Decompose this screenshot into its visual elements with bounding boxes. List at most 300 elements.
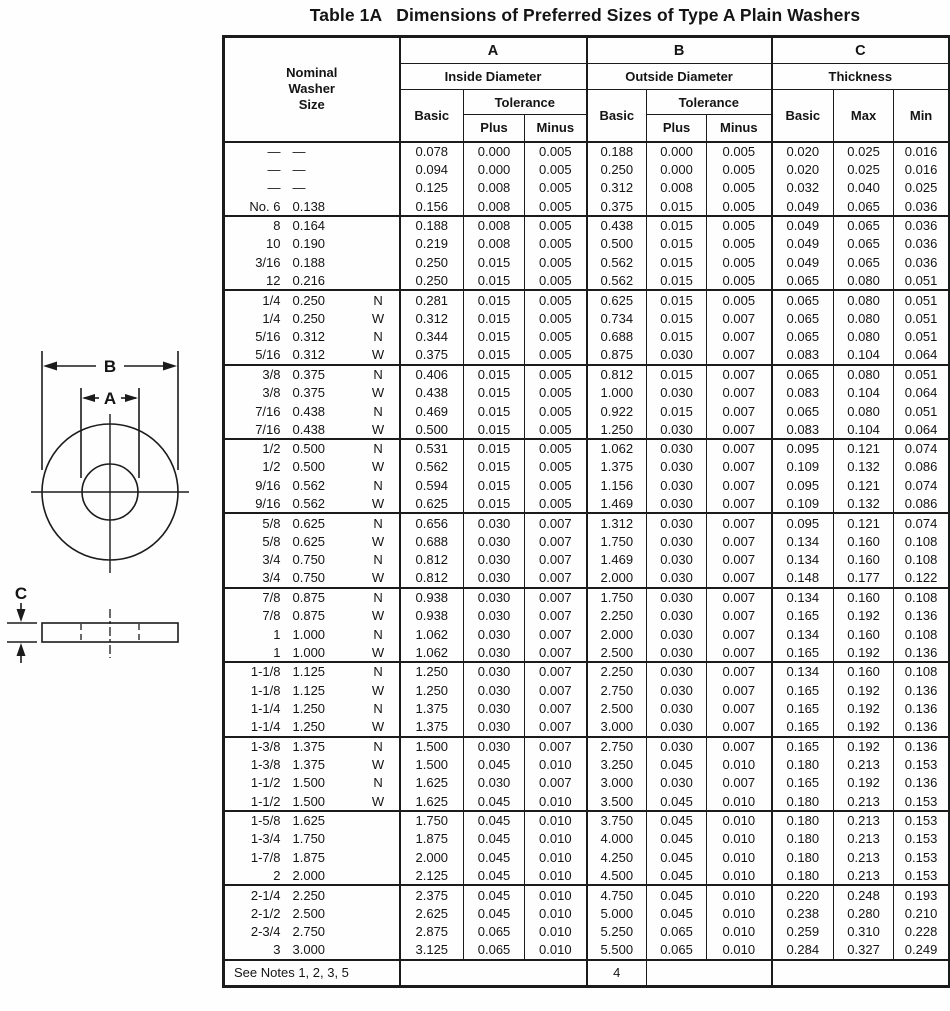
thickness-basic-cell: 0.134 [772, 662, 834, 681]
nominal-size-cell: — [267, 143, 281, 159]
inside-basic-cell: 1.875 [400, 829, 464, 848]
outside-basic-cell: 3.000 [587, 774, 647, 793]
inside-minus-cell: 0.005 [525, 476, 587, 495]
table-row [224, 551, 950, 570]
inside-basic-cell: 0.078 [400, 142, 464, 161]
outside-plus-cell: 0.030 [647, 644, 707, 663]
inside-basic-cell: 0.156 [400, 197, 464, 216]
series-cell: N [358, 662, 400, 681]
inside-basic-cell: 1.500 [400, 737, 464, 756]
series-cell: N [358, 365, 400, 384]
table-header [224, 37, 950, 142]
outside-plus-cell: 0.030 [647, 569, 707, 588]
nominal-size-cell: 7/8 [262, 608, 281, 624]
outside-plus-cell: 0.015 [647, 309, 707, 328]
inside-basic-cell: 0.625 [400, 495, 464, 514]
outside-plus-cell: 0.045 [647, 885, 707, 904]
thickness-min-cell: 0.210 [894, 904, 950, 923]
nominal-size-cell: 1 [273, 626, 281, 642]
header-inside-plus: Plus [464, 115, 525, 142]
series-cell: N [373, 552, 383, 568]
table-container [222, 35, 950, 988]
nominal-size-cell: 3 [273, 942, 281, 958]
outside-plus-cell: 0.065 [647, 941, 707, 960]
nominal-decimal-cell: 0.190 [292, 236, 326, 252]
outside-basic-cell: 1.469 [587, 551, 647, 570]
nominal-decimal-cell: 0.375 [292, 385, 326, 401]
series-cell: W [371, 421, 385, 437]
washer-side-view [42, 609, 178, 658]
thickness-basic-cell: 0.049 [772, 253, 834, 272]
thickness-max-cell: 0.121 [834, 513, 894, 532]
outside-basic-cell: 0.812 [587, 365, 647, 384]
inside-basic-cell: 0.406 [400, 365, 464, 384]
inside-plus-cell: 0.045 [464, 904, 525, 923]
nominal-size-cell: 3/8 [224, 365, 286, 384]
outside-basic-cell: 0.922 [587, 402, 647, 421]
outside-minus-cell: 0.007 [707, 383, 772, 402]
nominal-decimal-cell: 0.438 [292, 403, 326, 419]
inside-plus-cell: 0.000 [464, 160, 525, 179]
table-row [224, 476, 950, 495]
table-row [224, 402, 950, 421]
outside-minus-cell: 0.007 [707, 476, 772, 495]
thickness-max-cell: 0.080 [834, 309, 894, 328]
thickness-min-cell: 0.153 [894, 792, 950, 811]
inside-basic-cell: 0.688 [400, 532, 464, 551]
inside-plus-cell: 0.045 [464, 811, 525, 830]
header-thickness-basic: Basic [772, 90, 834, 142]
thickness-basic-cell: 0.109 [772, 495, 834, 514]
inside-plus-cell: 0.030 [464, 588, 525, 607]
thickness-max-cell: 0.025 [834, 142, 894, 161]
washer-top-view [31, 414, 189, 573]
outside-minus-cell: 0.007 [707, 699, 772, 718]
inside-plus-cell: 0.000 [464, 142, 525, 161]
inside-basic-cell: 0.094 [400, 160, 464, 179]
thickness-min-cell: 0.108 [894, 588, 950, 607]
nominal-size-cell: 1-1/2 [250, 775, 281, 791]
nominal-decimal-cell: 2.000 [292, 867, 326, 883]
thickness-basic-cell: 0.134 [772, 551, 834, 570]
nominal-decimal-cell: 0.562 [292, 477, 326, 493]
inside-plus-cell: 0.015 [464, 290, 525, 309]
outside-plus-cell: 0.030 [647, 476, 707, 495]
inside-minus-cell: 0.005 [525, 272, 587, 291]
outside-plus-cell: 0.030 [647, 439, 707, 458]
outside-plus-cell: 0.045 [647, 792, 707, 811]
outside-plus-cell: 0.008 [647, 179, 707, 198]
inside-minus-cell: 0.007 [525, 644, 587, 663]
nominal-decimal-cell: 0.312 [292, 329, 326, 345]
outside-basic-cell: 0.438 [587, 216, 647, 235]
nominal-decimal-cell: 2.750 [292, 924, 326, 940]
thickness-basic-cell: 0.083 [772, 346, 834, 365]
thickness-max-cell: 0.248 [834, 885, 894, 904]
inside-minus-cell: 0.007 [525, 662, 587, 681]
header-inside-basic: Basic [400, 90, 464, 142]
thickness-basic-cell: 0.095 [772, 476, 834, 495]
series-cell [358, 904, 400, 923]
thickness-min-cell: 0.108 [894, 532, 950, 551]
nominal-decimal-cell: — [292, 180, 306, 196]
inside-basic-cell: 0.594 [400, 476, 464, 495]
outside-plus-cell: 0.015 [647, 216, 707, 235]
nominal-size-cell: 1-3/8 [224, 737, 286, 756]
header-section-a: A [400, 37, 587, 64]
nominal-decimal-cell: 1.125 [286, 662, 358, 681]
series-cell: W [371, 644, 385, 660]
inside-minus-cell: 0.007 [525, 588, 587, 607]
header-inside-tolerance: Tolerance [464, 90, 587, 115]
table-row [224, 644, 950, 663]
table-row [224, 290, 950, 309]
inside-minus-cell: 0.005 [525, 495, 587, 514]
thickness-min-cell: 0.036 [894, 197, 950, 216]
thickness-max-cell: 0.192 [834, 606, 894, 625]
outside-basic-cell: 4.250 [587, 848, 647, 867]
series-cell [358, 179, 400, 198]
thickness-basic-cell: 0.134 [772, 625, 834, 644]
washer-dimensions-table [222, 35, 950, 988]
header-outside-minus: Minus [707, 115, 772, 142]
thickness-min-cell: 0.153 [894, 848, 950, 867]
nominal-decimal-cell: 0.625 [286, 513, 358, 532]
table-row [224, 737, 950, 756]
header-outside-basic: Basic [587, 90, 647, 142]
outside-basic-cell: 5.000 [587, 904, 647, 923]
thickness-max-cell: 0.213 [834, 829, 894, 848]
inside-basic-cell: 0.812 [400, 551, 464, 570]
table-row [224, 625, 950, 644]
table-number: Table 1A [309, 5, 383, 25]
thickness-basic-cell: 0.165 [772, 718, 834, 737]
inside-minus-cell: 0.010 [525, 792, 587, 811]
inside-minus-cell: 0.005 [525, 458, 587, 477]
inside-plus-cell: 0.065 [464, 922, 525, 941]
footer-outside-tolerance-empty [647, 960, 772, 987]
nominal-size-cell: — [267, 180, 281, 196]
outside-plus-cell: 0.015 [647, 402, 707, 421]
inside-basic-cell: 1.250 [400, 681, 464, 700]
series-cell: W [371, 310, 385, 326]
thickness-max-cell: 0.160 [834, 662, 894, 681]
nominal-size-cell: 3/4 [262, 552, 281, 568]
footer-inside-empty [400, 960, 587, 987]
inside-minus-cell: 0.005 [525, 253, 587, 272]
b-arrowhead-right [163, 362, 177, 371]
table-row [224, 532, 950, 551]
series-cell: W [371, 756, 385, 772]
outside-minus-cell: 0.010 [707, 885, 772, 904]
thickness-max-cell: 0.160 [834, 532, 894, 551]
outside-basic-cell: 4.750 [587, 885, 647, 904]
nominal-decimal-cell: 0.312 [292, 347, 326, 363]
nominal-decimal-cell: 3.000 [292, 942, 326, 958]
nominal-size-cell: 10 [266, 236, 281, 252]
outside-basic-cell: 0.562 [587, 272, 647, 291]
nominal-size-cell: 5/16 [255, 329, 281, 345]
thickness-max-cell: 0.327 [834, 941, 894, 960]
series-cell: N [373, 775, 383, 791]
inside-minus-cell: 0.007 [525, 625, 587, 644]
thickness-max-cell: 0.104 [834, 383, 894, 402]
outside-minus-cell: 0.007 [707, 327, 772, 346]
inside-basic-cell: 0.438 [400, 383, 464, 402]
outside-basic-cell: 2.500 [587, 699, 647, 718]
outside-minus-cell: 0.005 [707, 142, 772, 161]
thickness-max-cell: 0.192 [834, 681, 894, 700]
outside-minus-cell: 0.007 [707, 402, 772, 421]
thickness-max-cell: 0.065 [834, 197, 894, 216]
thickness-basic-cell: 0.020 [772, 160, 834, 179]
table-row [224, 216, 950, 235]
inside-basic-cell: 2.125 [400, 867, 464, 886]
table-row [224, 346, 950, 365]
inside-minus-cell: 0.005 [525, 179, 587, 198]
inside-minus-cell: 0.007 [525, 718, 587, 737]
nominal-decimal-cell: 2.250 [286, 885, 358, 904]
inside-plus-cell: 0.015 [464, 439, 525, 458]
outside-plus-cell: 0.030 [647, 495, 707, 514]
nominal-size-cell: 1-3/8 [250, 756, 281, 772]
header-thickness-min: Min [894, 90, 950, 142]
thickness-basic-cell: 0.065 [772, 290, 834, 309]
inside-plus-cell: 0.008 [464, 234, 525, 253]
inside-minus-cell: 0.005 [525, 290, 587, 309]
a-arrowhead-left [82, 394, 95, 402]
nominal-size-cell: 3/4 [262, 570, 281, 586]
series-cell [358, 234, 400, 253]
inside-minus-cell: 0.007 [525, 737, 587, 756]
nominal-size-cell: 1/4 [224, 290, 286, 309]
header-outside-plus: Plus [647, 115, 707, 142]
thickness-basic-cell: 0.083 [772, 383, 834, 402]
table-row [224, 681, 950, 700]
outside-plus-cell: 0.015 [647, 290, 707, 309]
thickness-basic-cell: 0.134 [772, 532, 834, 551]
outside-plus-cell: 0.030 [647, 458, 707, 477]
thickness-min-cell: 0.249 [894, 941, 950, 960]
table-row [224, 588, 950, 607]
inside-basic-cell: 2.625 [400, 904, 464, 923]
outside-minus-cell: 0.007 [707, 309, 772, 328]
table-row [224, 365, 950, 384]
outside-basic-cell: 4.000 [587, 829, 647, 848]
thickness-max-cell: 0.104 [834, 420, 894, 439]
header-section-b: B [587, 37, 772, 64]
inside-minus-cell: 0.005 [525, 346, 587, 365]
outside-basic-cell: 2.250 [587, 662, 647, 681]
outside-minus-cell: 0.007 [707, 662, 772, 681]
thickness-min-cell: 0.064 [894, 383, 950, 402]
outside-plus-cell: 0.000 [647, 142, 707, 161]
nominal-size-cell: 8 [224, 216, 286, 235]
washer-diagram [0, 340, 220, 680]
outside-plus-cell: 0.030 [647, 681, 707, 700]
outside-minus-cell: 0.010 [707, 941, 772, 960]
thickness-min-cell: 0.153 [894, 867, 950, 886]
thickness-basic-cell: 0.165 [772, 606, 834, 625]
thickness-min-cell: 0.136 [894, 718, 950, 737]
inside-minus-cell: 0.010 [525, 755, 587, 774]
outside-minus-cell: 0.007 [707, 420, 772, 439]
series-cell [358, 941, 400, 960]
inside-minus-cell: 0.005 [525, 216, 587, 235]
thickness-min-cell: 0.051 [894, 290, 950, 309]
outside-minus-cell: 0.005 [707, 216, 772, 235]
thickness-basic-cell: 0.180 [772, 867, 834, 886]
thickness-max-cell: 0.080 [834, 272, 894, 291]
b-label: B [103, 357, 117, 376]
nominal-size-cell: 1-1/4 [250, 701, 281, 717]
outside-basic-cell: 4.500 [587, 867, 647, 886]
outside-plus-cell: 0.045 [647, 848, 707, 867]
header-nominal-washer-size: Nominal Washer Size [224, 37, 400, 142]
nominal-decimal-cell: 0.875 [286, 588, 358, 607]
outside-basic-cell: 2.000 [587, 625, 647, 644]
inside-plus-cell: 0.015 [464, 365, 525, 384]
inside-plus-cell: 0.015 [464, 253, 525, 272]
outside-plus-cell: 0.030 [647, 346, 707, 365]
inside-minus-cell: 0.007 [525, 569, 587, 588]
outside-minus-cell: 0.007 [707, 588, 772, 607]
thickness-basic-cell: 0.109 [772, 458, 834, 477]
nominal-decimal-cell: 0.438 [292, 421, 326, 437]
inside-basic-cell: 1.250 [400, 662, 464, 681]
thickness-min-cell: 0.153 [894, 829, 950, 848]
outside-plus-cell: 0.030 [647, 420, 707, 439]
thickness-max-cell: 0.065 [834, 234, 894, 253]
outside-minus-cell: 0.010 [707, 792, 772, 811]
inside-basic-cell: 0.562 [400, 458, 464, 477]
thickness-min-cell: 0.051 [894, 272, 950, 291]
thickness-max-cell: 0.192 [834, 718, 894, 737]
inside-basic-cell: 0.219 [400, 234, 464, 253]
inside-minus-cell: 0.005 [525, 439, 587, 458]
inside-plus-cell: 0.030 [464, 774, 525, 793]
series-cell: N [373, 701, 383, 717]
outside-basic-cell: 5.250 [587, 922, 647, 941]
inside-minus-cell: 0.010 [525, 829, 587, 848]
nominal-decimal-cell: 0.625 [292, 533, 326, 549]
thickness-min-cell: 0.108 [894, 551, 950, 570]
thickness-min-cell: 0.153 [894, 811, 950, 830]
inside-basic-cell: 1.625 [400, 792, 464, 811]
outside-minus-cell: 0.010 [707, 829, 772, 848]
outside-basic-cell: 1.750 [587, 532, 647, 551]
thickness-basic-cell: 0.180 [772, 811, 834, 830]
thickness-min-cell: 0.064 [894, 420, 950, 439]
series-cell: W [371, 385, 385, 401]
thickness-basic-cell: 0.165 [772, 774, 834, 793]
header-thickness: Thickness [772, 64, 950, 90]
inside-minus-cell: 0.007 [525, 699, 587, 718]
thickness-max-cell: 0.080 [834, 290, 894, 309]
series-cell: N [358, 290, 400, 309]
thickness-max-cell: 0.177 [834, 569, 894, 588]
series-cell: N [373, 403, 383, 419]
nominal-decimal-cell: 1.625 [286, 811, 358, 830]
inside-basic-cell: 0.812 [400, 569, 464, 588]
table-row [224, 458, 950, 477]
outside-minus-cell: 0.007 [707, 513, 772, 532]
outside-basic-cell: 1.469 [587, 495, 647, 514]
thickness-basic-cell: 0.134 [772, 588, 834, 607]
thickness-max-cell: 0.160 [834, 625, 894, 644]
outside-plus-cell: 0.030 [647, 625, 707, 644]
inside-minus-cell: 0.005 [525, 402, 587, 421]
nominal-size-cell: 12 [266, 272, 281, 288]
nominal-decimal-cell: 0.216 [292, 272, 326, 288]
thickness-basic-cell: 0.083 [772, 420, 834, 439]
thickness-min-cell: 0.036 [894, 253, 950, 272]
outside-plus-cell: 0.030 [647, 699, 707, 718]
inside-minus-cell: 0.010 [525, 904, 587, 923]
outside-minus-cell: 0.005 [707, 290, 772, 309]
thickness-min-cell: 0.108 [894, 662, 950, 681]
inside-plus-cell: 0.015 [464, 346, 525, 365]
thickness-basic-cell: 0.065 [772, 365, 834, 384]
inside-basic-cell: 0.938 [400, 588, 464, 607]
thickness-basic-cell: 0.180 [772, 848, 834, 867]
inside-plus-cell: 0.030 [464, 699, 525, 718]
footer-row [224, 960, 950, 987]
inside-minus-cell: 0.007 [525, 606, 587, 625]
thickness-basic-cell: 0.180 [772, 755, 834, 774]
nominal-size-cell: 1/2 [262, 459, 281, 475]
inside-plus-cell: 0.030 [464, 718, 525, 737]
inside-plus-cell: 0.015 [464, 309, 525, 328]
series-cell [358, 272, 400, 291]
header-section-c: C [772, 37, 950, 64]
footer-notes: See Notes 1, 2, 3, 5 [224, 960, 400, 987]
nominal-size-cell: 2-1/2 [250, 905, 281, 921]
inside-minus-cell: 0.007 [525, 513, 587, 532]
thickness-max-cell: 0.121 [834, 476, 894, 495]
thickness-min-cell: 0.074 [894, 513, 950, 532]
inside-basic-cell: 2.375 [400, 885, 464, 904]
table-row [224, 383, 950, 402]
outside-plus-cell: 0.015 [647, 234, 707, 253]
nominal-decimal-cell: 1.000 [292, 626, 326, 642]
thickness-min-cell: 0.136 [894, 774, 950, 793]
inside-basic-cell: 1.375 [400, 699, 464, 718]
table-row [224, 142, 950, 161]
table-row [224, 792, 950, 811]
outside-minus-cell: 0.005 [707, 234, 772, 253]
inside-plus-cell: 0.015 [464, 420, 525, 439]
inside-basic-cell: 1.750 [400, 811, 464, 830]
series-cell: W [371, 682, 385, 698]
outside-basic-cell: 1.000 [587, 383, 647, 402]
outside-basic-cell: 0.734 [587, 309, 647, 328]
table-row [224, 941, 950, 960]
thickness-min-cell: 0.086 [894, 495, 950, 514]
c-dimension [7, 584, 37, 663]
table-row [224, 253, 950, 272]
thickness-basic-cell: 0.049 [772, 234, 834, 253]
nominal-decimal-cell: 1.500 [292, 775, 326, 791]
outside-minus-cell: 0.007 [707, 365, 772, 384]
thickness-min-cell: 0.064 [894, 346, 950, 365]
series-cell: W [371, 570, 385, 586]
thickness-min-cell: 0.051 [894, 365, 950, 384]
outside-plus-cell: 0.065 [647, 922, 707, 941]
outside-basic-cell: 2.500 [587, 644, 647, 663]
thickness-min-cell: 0.036 [894, 234, 950, 253]
outside-basic-cell: 1.312 [587, 513, 647, 532]
